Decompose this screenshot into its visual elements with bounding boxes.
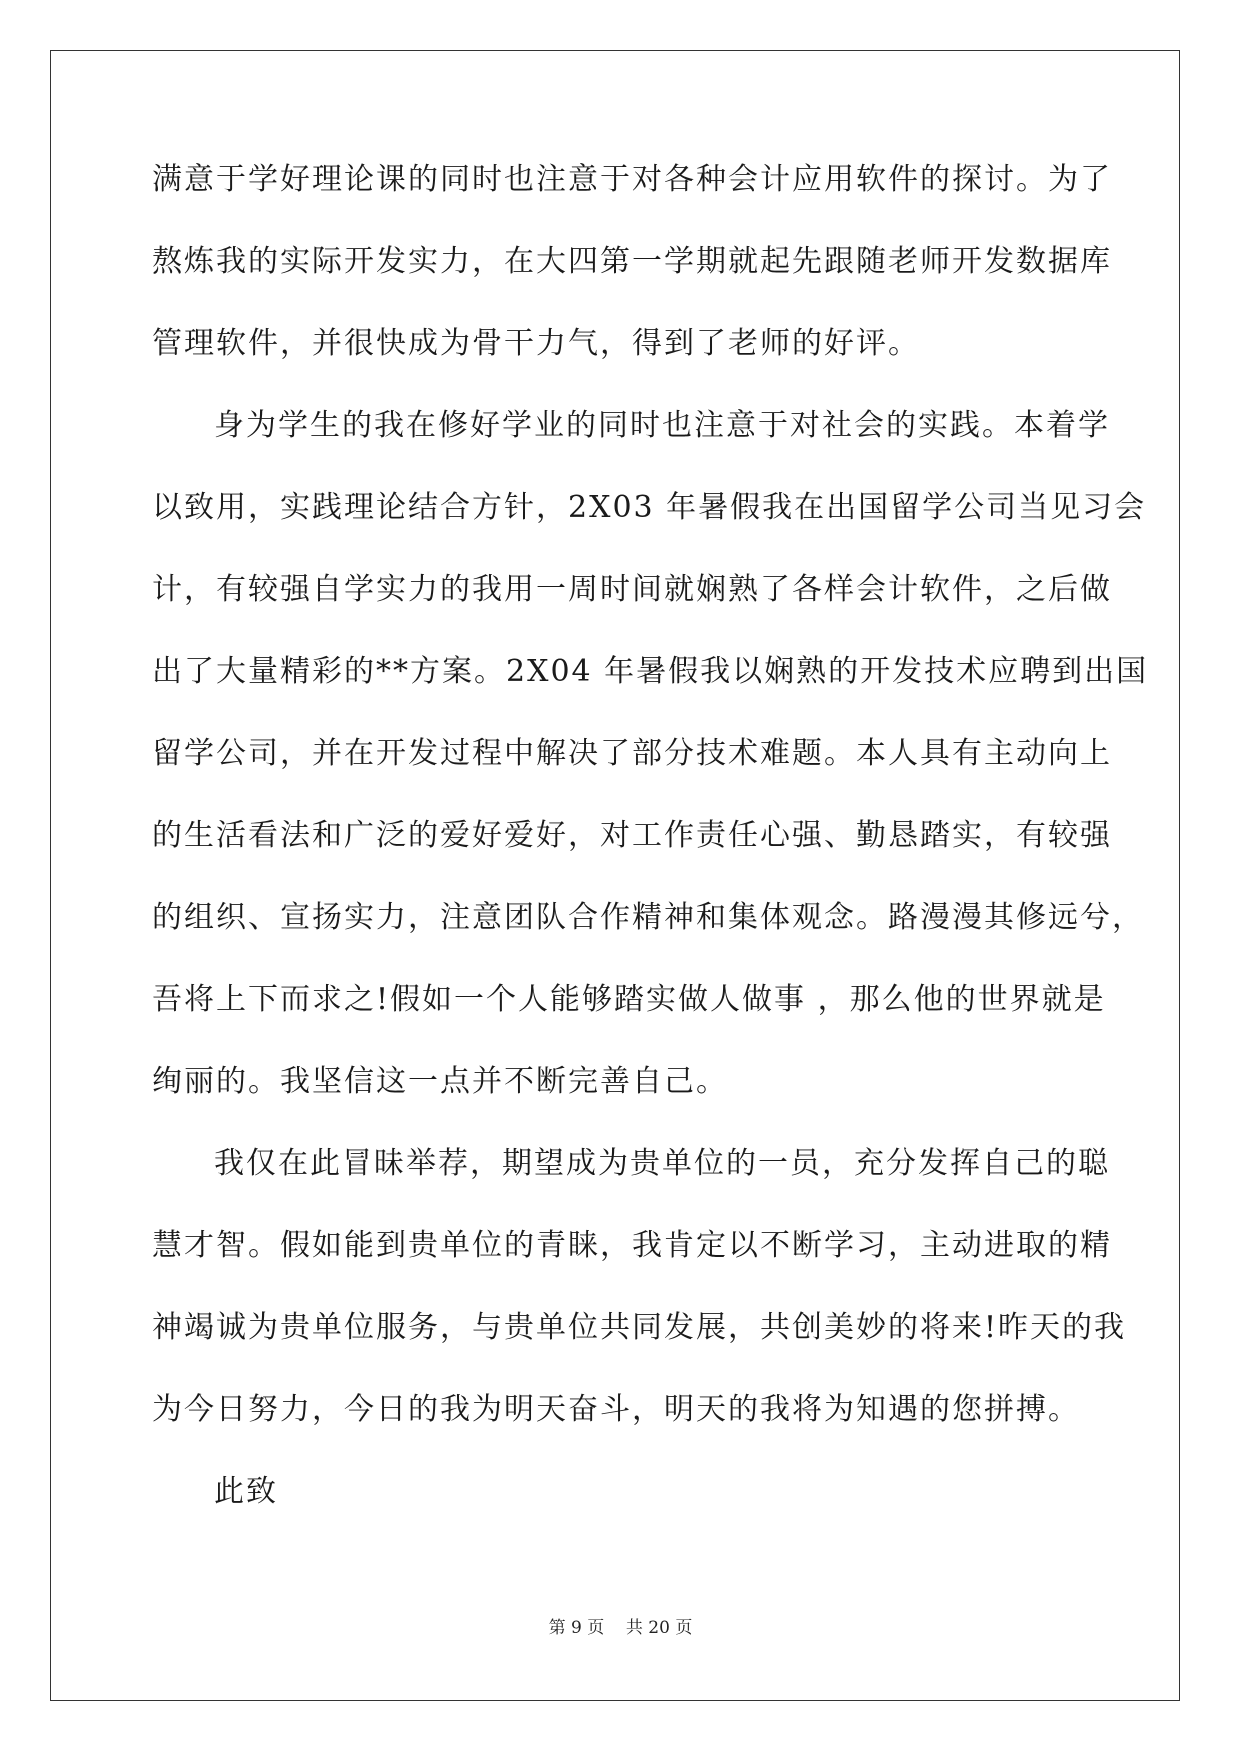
text-line-7: 出了大量精彩的**方案。2X04 年暑假我以娴熟的开发技术应聘到出国 [152, 654, 1149, 689]
text-line-16: 为今日努力，今日的我为明天奋斗，明天的我将为知遇的您拼搏。 [152, 1392, 1080, 1427]
text-line-1: 满意于学好理论课的同时也注意于对各种会计应用软件的探讨。为了 [152, 162, 1112, 197]
text-line-9: 的生活看法和广泛的爱好爱好，对工作责任心强、勤恳踏实，有较强 [152, 818, 1112, 853]
page-footer [0, 1613, 1241, 1638]
text-line-2: 熬炼我的实际开发实力，在大四第一学期就起先跟随老师开发数据库 [152, 244, 1112, 279]
text-line-11: 吾将上下而求之!假如一个人能够踏实做人做事 ，那么他的世界就是 [152, 982, 1106, 1017]
text-line-6: 计，有较强自学实力的我用一周时间就娴熟了各样会计软件，之后做 [152, 572, 1112, 607]
text-line-14: 慧才智。假如能到贵单位的青睐，我肯定以不断学习，主动进取的精 [152, 1228, 1112, 1263]
text-line-3: 管理软件，并很快成为骨干力气，得到了老师的好评。 [152, 326, 920, 361]
text-line-15: 神竭诚为贵单位服务，与贵单位共同发展，共创美妙的将来!昨天的我 [152, 1310, 1127, 1345]
document-body [152, 162, 1149, 1556]
page-number-label: 第 9 页 共 20 页 [548, 1618, 693, 1638]
text-line-13: 我仅在此冒昧举荐，期望成为贵单位的一员，充分发挥自己的聪 [214, 1146, 1110, 1181]
text-line-12: 绚丽的。我坚信这一点并不断完善自己。 [152, 1064, 728, 1099]
text-line-10: 的组织、宣扬实力，注意团队合作精神和集体观念。路漫漫其修远兮， [152, 900, 1144, 935]
text-line-8: 留学公司，并在开发过程中解决了部分技术难题。本人具有主动向上 [152, 736, 1112, 771]
text-line-5: 以致用，实践理论结合方针，2X03 年暑假我在出国留学公司当见习会 [152, 490, 1147, 525]
closing-salutation: 此致 [214, 1474, 278, 1509]
text-line-4: 身为学生的我在修好学业的同时也注意于对社会的实践。本着学 [214, 408, 1110, 443]
